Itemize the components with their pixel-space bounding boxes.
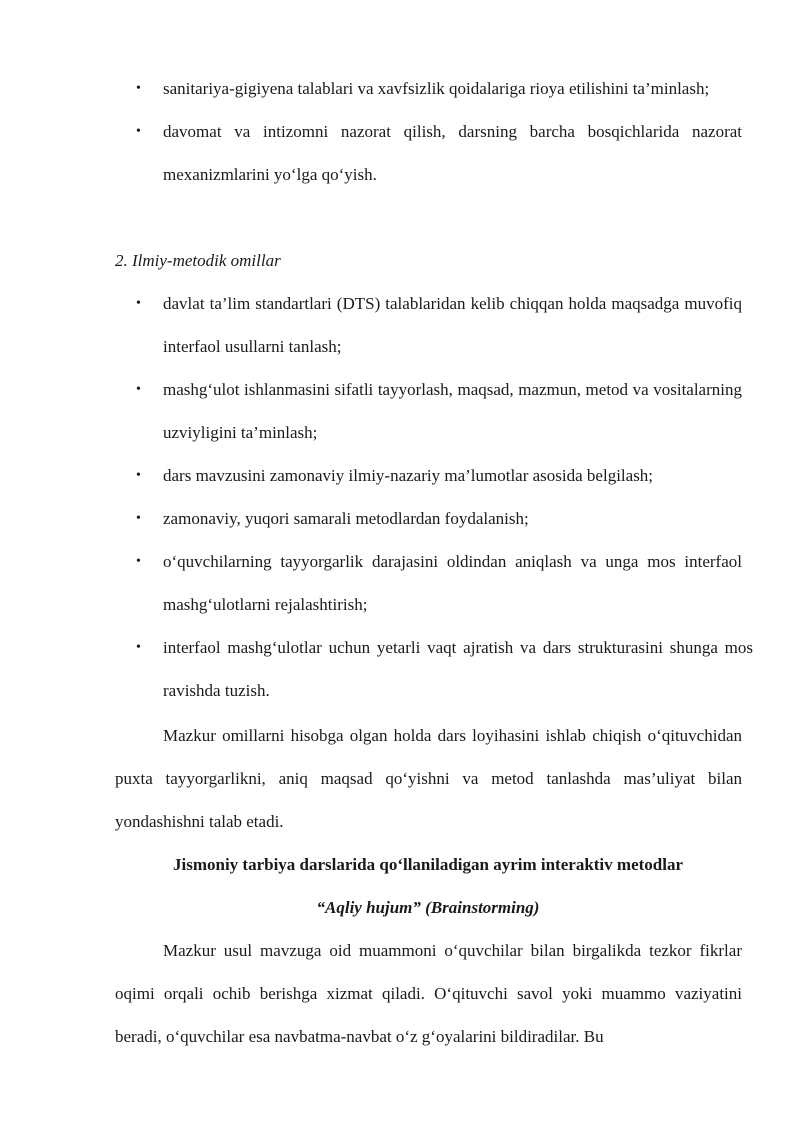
- list-item: • interfaol mashg‘ulotlar uchun yetarli vaqt ajratish va dars strukturasini shunga mos ravishda tuzish.: [163, 626, 753, 712]
- list-item: • davomat va intizomni nazorat qilish, darsning barcha bosqichlarida nazorat mexanizmlarini yo‘lga qo‘yish.: [163, 110, 742, 196]
- list-item: • davlat ta’lim standartlari (DTS) talablaridan kelib chiqqan holda maqsadga muvofiq interfaol usullarni tanlash;: [163, 282, 742, 368]
- list-item: • o‘quvchilarning tayyorgarlik darajasini oldindan aniqlash va unga mos interfaol mashg‘ulotlarni rejalashtirish;: [163, 540, 742, 626]
- bullet-list-top: [0, 67, 742, 196]
- list-item: • mashg‘ulot ishlanmasini sifatli tayyorlash, maqsad, mazmun, metod va vositalarning uzviyligini ta’minlash;: [163, 368, 742, 454]
- list-item: • dars mavzusini zamonaviy ilmiy-nazariy ma’lumotlar asosida belgilash;: [163, 454, 742, 497]
- list-item: • sanitariya-gigiyena talablari va xavfsizlik qoidalariga rioya etilishini ta’minlash;: [163, 67, 742, 110]
- chapter-heading: Jismoniy tarbiya darslarida qo‘llaniladigan ayrim interaktiv metodlar: [172, 855, 683, 874]
- paragraph-method-description: Mazkur usul mavzuga oid muammoni o‘quvchilar bilan birgalikda tezkor fikrlar oqimi orqali ochib berishga xizmat qiladi. O‘qituvchi savol yoki muammo vaziyatini beradi, o‘quvchilar esa navbatma-navbat o‘z g‘oyalarini bildiradilar. Bu: [115, 941, 742, 1046]
- bullet-list-methodical: [0, 282, 753, 712]
- section-heading: 2. Ilmiy-metodik omillar: [115, 251, 281, 270]
- paragraph-conclusion: Mazkur omillarni hisobga olgan holda dars loyihasini ishlab chiqish o‘qituvchidan puxta tayyorgarlikni, aniq maqsad qo‘yishni va metod tanlashda mas’uliyat bilan yondashishni talab etadi.: [115, 726, 742, 831]
- list-item: • zamonaviy, yuqori samarali metodlardan foydalanish;: [163, 497, 742, 540]
- method-heading: “Aqliy hujum” (Brainstorming): [316, 898, 540, 917]
